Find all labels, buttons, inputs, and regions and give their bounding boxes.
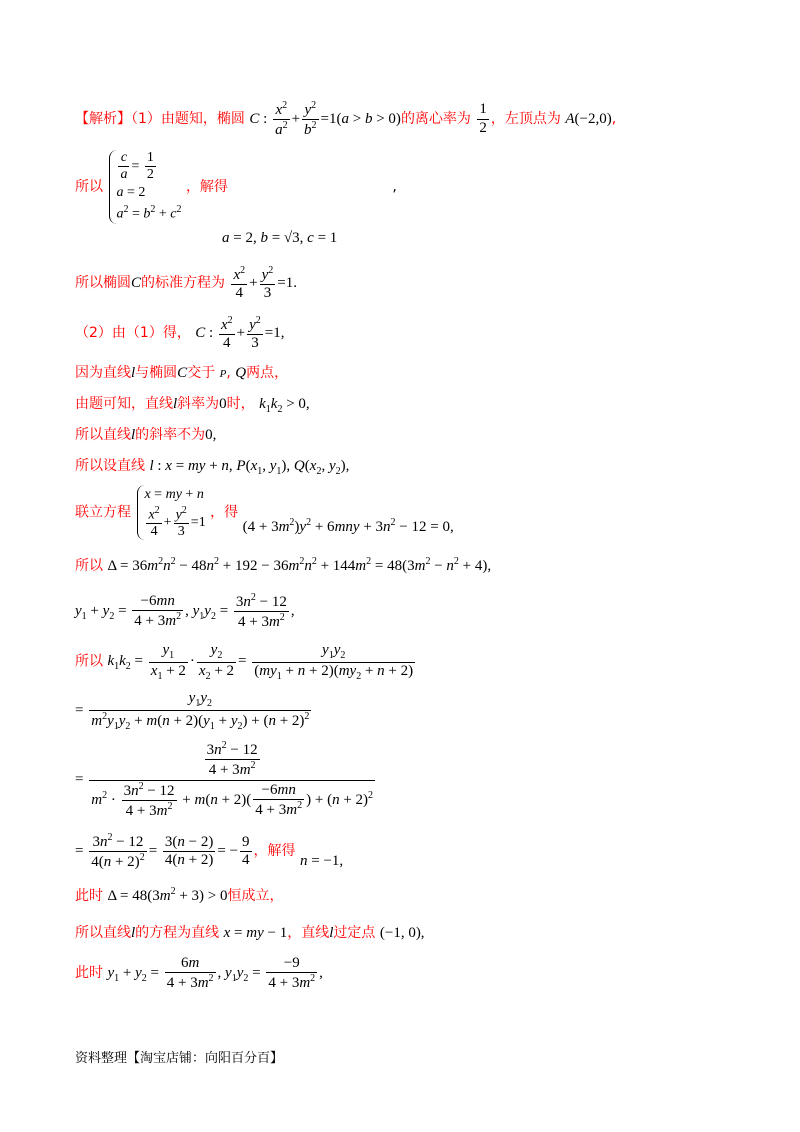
line-17: 所以直线l的方程为直线 x = my − 1，直线l过定点 (−1, 0), <box>75 925 425 941</box>
line-4: （2）由（1）得， C : $\frac{x^2}{4}$ + $\frac{y^2}{3}$ =1, <box>75 315 285 352</box>
line-18: 此时 $y_1 + y_2$ = $\frac{6m}{4 + 3m^2}$ , $y_1y_2$ = $\frac{-9}{4 + 3m^2}$ , <box>75 955 323 992</box>
line-15: = $\frac{3n^2 - 12}{4(n + 2)^2}$ = $\frac{3(n - 2)}{4(n + 2)}$ = − $\frac{9}{4}$ ，解得 n = −1, <box>75 832 344 871</box>
solution-abc: a = 2, b = √3, c = 1 <box>222 230 338 246</box>
line-3: 所以椭圆C的标准方程为 $\frac{x^2}{4}$ + $\frac{y^2}{3}$ =1. <box>75 265 297 302</box>
line-10: 所以 $\Delta = 36m^2n^2 - 48n^2 + 192 - 36m^2n^2 + 144m^2 = 48(3m^2 - n^2 + 4)$, <box>75 556 492 574</box>
line-9: 联立方程 x = my + n $\frac{x^2}{4}$ + $\frac{y^2}{3}$ =1 ，得 $(4 + 3m^2)y^2 + 6mny + 3n^2 - 12 = 0$, <box>75 487 454 540</box>
line-5: 因为直线l与椭圆C交于 P, Q两点， <box>75 365 289 381</box>
system-brace: $\frac{c}{a}$ = $\frac{1}{2}$ a = 2 $a^2 = b^2 + c^2$ <box>109 150 181 224</box>
line-7: 所以直线l的斜率不为0, <box>75 427 217 443</box>
line-8: 所以设直线 l : x = my + n, $P(x_1$, $y_1$), $Q(x_2$, $y_2$), <box>75 458 350 477</box>
line-2: 所以 $\frac{c}{a}$ = $\frac{1}{2}$ a = 2 $a^2 = b^2 + c^2$ ，解得 , <box>75 150 397 224</box>
line-1: 【解析】（1）由题知，椭圆 C : $\frac{x^2}{a^2}$ + $\frac{y^2}{b^2}$ =1(a > b > 0)的离心率为 $\frac{1}{2}$ ，左顶点为 A(−2,0), <box>75 100 617 139</box>
footer-source: 资料整理【淘宝店铺：向阳百分百】 <box>75 1051 284 1066</box>
ellipse-equation: C : $\frac{x^2}{a^2}$ + $\frac{y^2}{b^2}$ =1(a > b > 0) <box>249 100 401 139</box>
line-14: = $\frac{3n^2 - 12}{4 + 3m^2}$ $m^2$ · $\frac{3n^2 - 12}{4 + 3m^2}$ + m(n + 2)( $\frac{-6mn}{4 + 3m^2}$ ) + $(n + 2)^2$ <box>75 740 374 819</box>
line-12: 所以 $k_1k_2$ = $\frac{y_1}{x_1 + 2}$ · $\frac{y_2}{x_2 + 2}$ = $\frac{y_1y_2}{(my_1 + n + 2)(my_2 + n + 2)}$ <box>75 642 414 682</box>
line-16: 此时 $\Delta = 48(3m^2 + 3) > 0$恒成立， <box>75 886 284 904</box>
analysis-label: 【解析】 <box>75 111 131 128</box>
line-6: 由题可知，直线l斜率为0时， $k_1k_2 > 0$, <box>75 396 310 415</box>
line-11: $y_1 + y_2$ = $\frac{-6mn}{4 + 3m^2}$ , $y_1y_2$ = $\frac{3n^2 - 12}{4 + 3m^2}$ , <box>75 592 295 631</box>
line-13: = $\frac{y_1y_2}{m^2y_1y_2 + m(n + 2)(y_1 + y_2) + (n + 2)^2}$ <box>75 690 310 732</box>
